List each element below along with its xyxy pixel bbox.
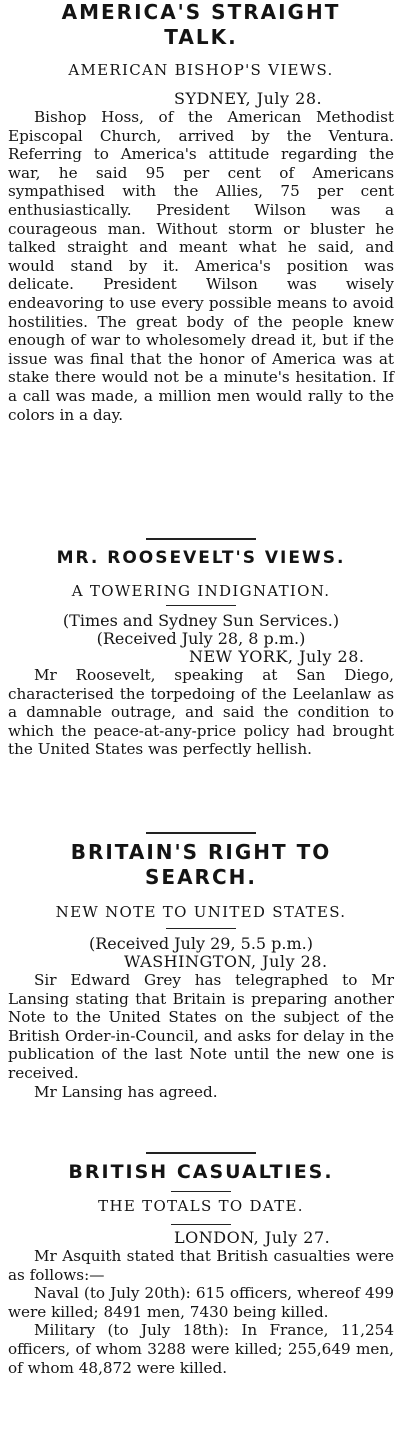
dateline: WASHINGTON, July 28. bbox=[124, 952, 328, 971]
subhead: A TOWERING INDIGNATION. bbox=[71, 582, 331, 600]
headline: MR. ROOSEVELT'S VIEWS. bbox=[56, 548, 346, 568]
article-paragraph: Mr Asquith stated that British casualties were as follows:— bbox=[8, 1247, 394, 1284]
subhead: NEW NOTE TO UNITED STATES. bbox=[55, 903, 347, 921]
received-time: (Received July 28, 8 p.m.) bbox=[96, 629, 306, 648]
subhead: AMERICAN BISHOP'S VIEWS. bbox=[68, 61, 334, 79]
service-credit: (Times and Sydney Sun Services.) bbox=[62, 611, 340, 630]
article-british-casualties bbox=[4, 1160, 398, 1377]
column-rule bbox=[146, 1152, 256, 1154]
headline: BRITAIN'S RIGHT TO SEARCH. bbox=[70, 840, 332, 889]
divider bbox=[166, 928, 236, 929]
column-rule bbox=[146, 538, 256, 540]
divider bbox=[171, 1191, 231, 1192]
dateline: SYDNEY, July 28. bbox=[174, 89, 323, 108]
divider bbox=[166, 605, 236, 606]
subhead: THE TOTALS TO DATE. bbox=[98, 1197, 304, 1215]
article-america-straight-talk bbox=[4, 0, 398, 424]
received-time: (Received July 29, 5.5 p.m.) bbox=[89, 934, 313, 953]
dateline: NEW YORK, July 28. bbox=[189, 647, 365, 666]
divider bbox=[171, 1224, 231, 1225]
headline: AMERICA'S STRAIGHT TALK. bbox=[61, 0, 341, 49]
dateline: LONDON, July 27. bbox=[174, 1228, 331, 1247]
article-paragraph: Mr Roosevelt, speaking at San Diego, characterised the torpedoing of the Leelanlaw as a damnable outrage, and said the condition to which the peace-at-any-price policy had brought the United States was perfectly hellish. bbox=[8, 666, 394, 759]
article-paragraph: Mr Lansing has agreed. bbox=[34, 1082, 218, 1101]
article-paragraph: Bishop Hoss, of the American Methodist Episcopal Church, arrived by the Ventura. Referring to America's attitude regarding the war, he said 95 per cent of Americans sympathised with the Allies, 75 per cent enthusiastically. President Wilson was a courageous man. Without storm or bluster he talked straight and meant what he said, and would stand by it. America's position was delicate. President Wilson was wisely endeavoring to use every possible means to avoid hostilities. The great body of the people knew enough of war to wholesomely dread it, but if the issue was final that the honor of America was at stake there would not be a minute's hesitation. If a call was made, a million men would rally to the colors in a day. bbox=[8, 108, 394, 424]
article-paragraph: Naval (to July 20th): 615 officers, whereof 499 were killed; 8491 men, 7430 being killed. bbox=[8, 1284, 394, 1321]
article-britain-right-to-search bbox=[4, 840, 398, 1101]
column-rule bbox=[146, 832, 256, 834]
headline: BRITISH CASUALTIES. bbox=[68, 1161, 334, 1183]
article-roosevelt-views bbox=[4, 546, 398, 759]
article-paragraph: Military (to July 18th): In France, 11,254 officers, of whom 3288 were killed; 255,649 men, of whom 48,872 were killed. bbox=[8, 1321, 394, 1377]
article-paragraph: Sir Edward Grey has telegraphed to Mr Lansing stating that Britain is preparing another Note to the United States on the subject of the British Order-in-Council, and asks for delay in the publication of the last Note until the new one is received. bbox=[8, 971, 394, 1082]
